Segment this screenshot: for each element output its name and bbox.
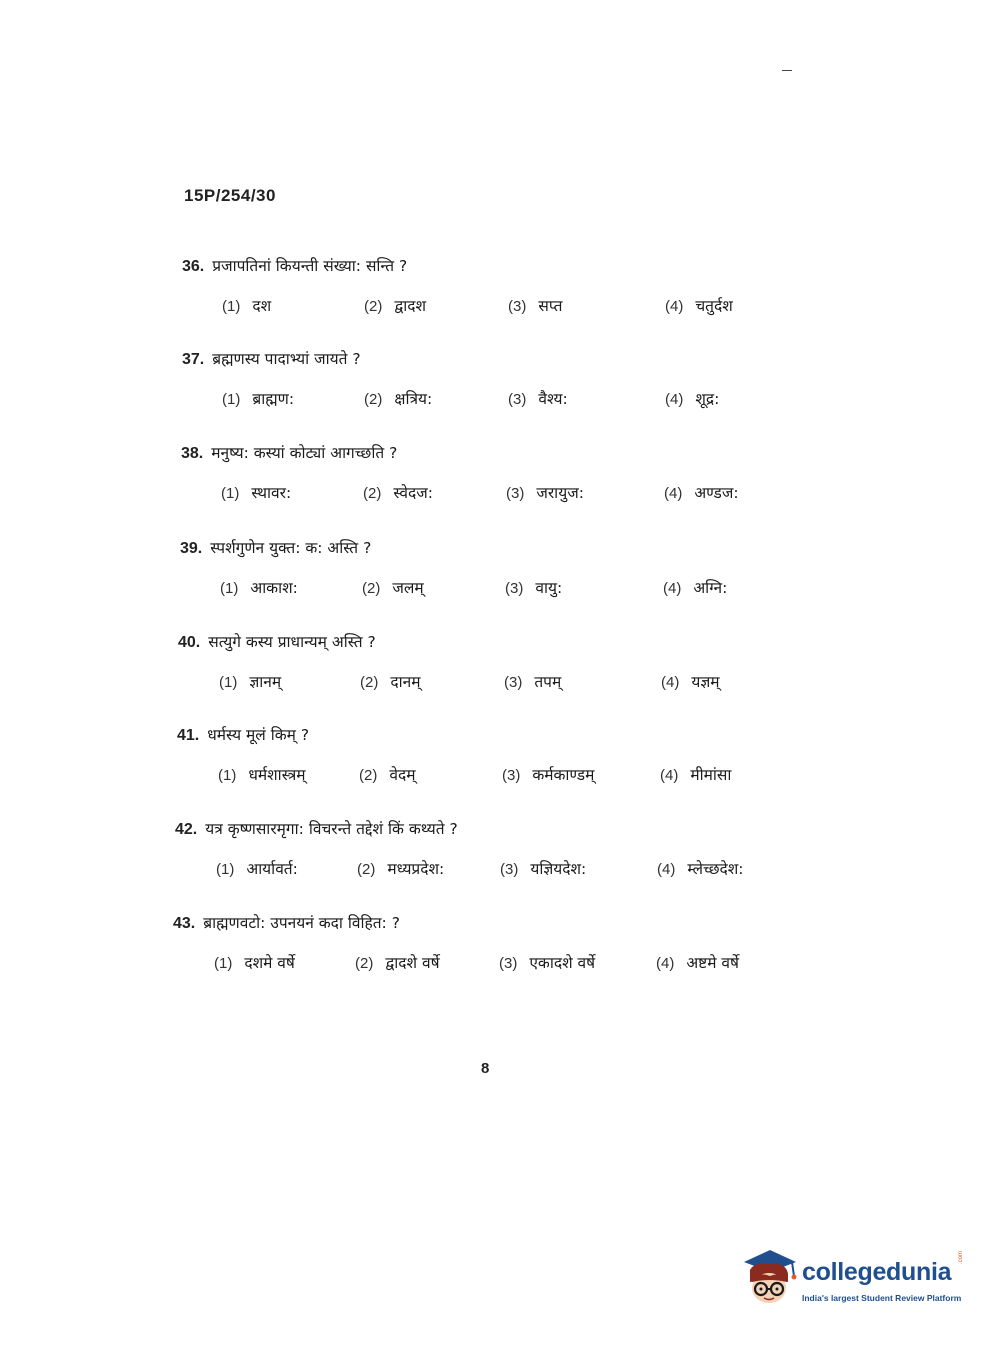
option-4[interactable] <box>665 388 719 411</box>
question-number: 41. <box>177 727 200 744</box>
brand-domain-suffix: .com <box>958 1250 964 1264</box>
option-text: आर्यावर्त: <box>246 860 298 878</box>
option-number: (3) <box>508 391 527 408</box>
option-1[interactable] <box>220 577 298 600</box>
question-40 <box>0 631 1001 711</box>
option-text: शूद्र: <box>695 390 720 408</box>
brand-tagline: India's largest Student Review Platform <box>802 1293 962 1303</box>
option-text: वैश्य: <box>538 390 568 408</box>
option-number: (2) <box>362 580 381 597</box>
option-1[interactable] <box>222 388 294 411</box>
option-number: (4) <box>663 580 682 597</box>
option-3[interactable] <box>504 671 561 694</box>
option-number: (4) <box>656 955 675 972</box>
question-number: 36. <box>182 258 205 275</box>
option-number: (1) <box>221 485 240 502</box>
option-text: जरायुज: <box>536 484 584 502</box>
option-text: म्लेच्छदेश: <box>687 860 744 878</box>
option-1[interactable] <box>214 952 295 975</box>
question-39 <box>0 537 1001 617</box>
option-text: वेदम् <box>389 766 416 784</box>
question-text: प्रजापतिनां कियन्ती संख्या: सन्ति ? <box>212 257 408 275</box>
option-text: स्थावर: <box>251 484 292 502</box>
option-number: (3) <box>500 861 519 878</box>
question-text: ब्रह्मणस्य पादाभ्यां जायते ? <box>212 350 361 368</box>
question-text: स्पर्शगुणेन युक्त: क: अस्ति ? <box>210 539 372 557</box>
option-1[interactable] <box>219 671 281 694</box>
question-stem <box>178 631 376 654</box>
question-stem <box>180 537 371 560</box>
question-43 <box>0 912 1001 992</box>
option-3[interactable] <box>505 577 562 600</box>
option-number: (2) <box>363 485 382 502</box>
option-number: (2) <box>364 298 383 315</box>
option-text: अग्नि: <box>693 579 728 597</box>
option-2[interactable] <box>357 858 444 881</box>
option-text: द्वादशे वर्षे <box>385 954 440 972</box>
option-number: (2) <box>357 861 376 878</box>
margin-dash <box>782 70 792 71</box>
question-38 <box>0 442 1001 522</box>
option-text: कर्मकाण्डम् <box>532 766 595 784</box>
question-number: 37. <box>182 351 205 368</box>
option-3[interactable] <box>500 858 586 881</box>
option-number: (4) <box>665 391 684 408</box>
option-2[interactable] <box>364 295 426 318</box>
option-number: (3) <box>499 955 518 972</box>
question-stem <box>175 818 458 841</box>
option-number: (3) <box>508 298 527 315</box>
option-1[interactable] <box>222 295 271 318</box>
option-number: (2) <box>360 674 379 691</box>
option-text: स्वेदज: <box>393 484 433 502</box>
option-number: (3) <box>504 674 523 691</box>
option-2[interactable] <box>362 577 424 600</box>
option-number: (3) <box>506 485 525 502</box>
option-4[interactable] <box>664 482 739 505</box>
option-2[interactable] <box>355 952 440 975</box>
option-2[interactable] <box>363 482 433 505</box>
option-number: (1) <box>222 298 241 315</box>
option-number: (3) <box>505 580 524 597</box>
option-text: मीमांसा <box>690 766 732 784</box>
option-text: धर्मशास्त्रम् <box>248 766 306 784</box>
option-2[interactable] <box>360 671 420 694</box>
option-text: द्वादश <box>394 297 427 315</box>
option-4[interactable] <box>661 671 720 694</box>
option-1[interactable] <box>221 482 291 505</box>
question-37 <box>0 348 1001 428</box>
question-number: 42. <box>175 821 198 838</box>
option-number: (2) <box>355 955 374 972</box>
brand-name: collegedunia <box>802 1258 952 1286</box>
option-number: (1) <box>220 580 239 597</box>
question-stem <box>177 724 309 747</box>
option-text: जलम् <box>392 579 424 597</box>
question-42 <box>0 818 1001 898</box>
question-text: यत्र कृष्णसारमृगा: विचरन्ते तद्देशं किं कथ्यते ? <box>205 820 458 838</box>
option-4[interactable] <box>656 952 739 975</box>
option-number: (1) <box>218 767 237 784</box>
option-text: अष्टमे वर्षे <box>686 954 740 972</box>
option-text: एकादशे वर्षे <box>529 954 596 972</box>
question-stem <box>173 912 400 935</box>
option-text: आकाश: <box>250 579 298 597</box>
question-number: 38. <box>181 445 204 462</box>
paper-code: 15P/254/30 <box>184 186 276 205</box>
option-1[interactable] <box>218 764 306 787</box>
question-text: ब्राह्मणवटो: उपनयनं कदा विहित: ? <box>203 914 400 932</box>
option-number: (4) <box>657 861 676 878</box>
option-3[interactable] <box>502 764 594 787</box>
question-text: सत्युगे कस्य प्राधान्यम् अस्ति ? <box>208 633 376 651</box>
option-number: (4) <box>664 485 683 502</box>
option-text: चतुर्दश <box>695 297 733 315</box>
page-number: 8 <box>481 1060 490 1077</box>
option-2[interactable] <box>359 764 415 787</box>
option-text: वायु: <box>535 579 563 597</box>
question-number: 43. <box>173 915 196 932</box>
option-text: ज्ञानम् <box>249 673 282 691</box>
option-3[interactable] <box>508 388 568 411</box>
option-text: सप्त <box>538 297 563 315</box>
option-text: ब्राह्मण: <box>252 390 295 408</box>
question-number: 39. <box>180 540 203 557</box>
option-3[interactable] <box>506 482 584 505</box>
question-stem <box>182 255 407 278</box>
option-text: यज्ञियदेश: <box>530 860 587 878</box>
option-text: मध्यप्रदेश: <box>387 860 445 878</box>
option-2[interactable] <box>364 388 432 411</box>
option-number: (1) <box>222 391 241 408</box>
question-36 <box>0 255 1001 335</box>
option-1[interactable] <box>216 858 298 881</box>
option-number: (4) <box>661 674 680 691</box>
question-number: 40. <box>178 634 201 651</box>
option-text: दशमे वर्षे <box>244 954 295 972</box>
option-text: क्षत्रिय: <box>394 390 433 408</box>
option-number: (1) <box>214 955 233 972</box>
option-number: (1) <box>216 861 235 878</box>
option-text: तपम् <box>534 673 562 691</box>
option-number: (2) <box>364 391 383 408</box>
option-number: (4) <box>660 767 679 784</box>
question-stem <box>182 348 361 371</box>
question-text: धर्मस्य मूलं किम् ? <box>207 726 310 744</box>
option-text: दश <box>252 297 272 315</box>
option-number: (2) <box>359 767 378 784</box>
collegedunia-logo <box>740 1248 970 1318</box>
option-number: (1) <box>219 674 238 691</box>
question-text: मनुष्य: कस्यां कोट्यां आगच्छति ? <box>211 444 398 462</box>
question-41 <box>0 724 1001 804</box>
option-number: (4) <box>665 298 684 315</box>
question-stem <box>181 442 397 465</box>
option-4[interactable] <box>665 295 733 318</box>
option-text: दानम् <box>390 673 421 691</box>
option-number: (3) <box>502 767 521 784</box>
student-mascot-icon <box>740 1248 798 1310</box>
option-text: यज्ञम् <box>691 673 720 691</box>
option-text: अण्डज: <box>694 484 739 502</box>
option-4[interactable] <box>660 764 731 787</box>
option-4[interactable] <box>663 577 727 600</box>
option-3[interactable] <box>499 952 595 975</box>
option-3[interactable] <box>508 295 562 318</box>
option-4[interactable] <box>657 858 744 881</box>
